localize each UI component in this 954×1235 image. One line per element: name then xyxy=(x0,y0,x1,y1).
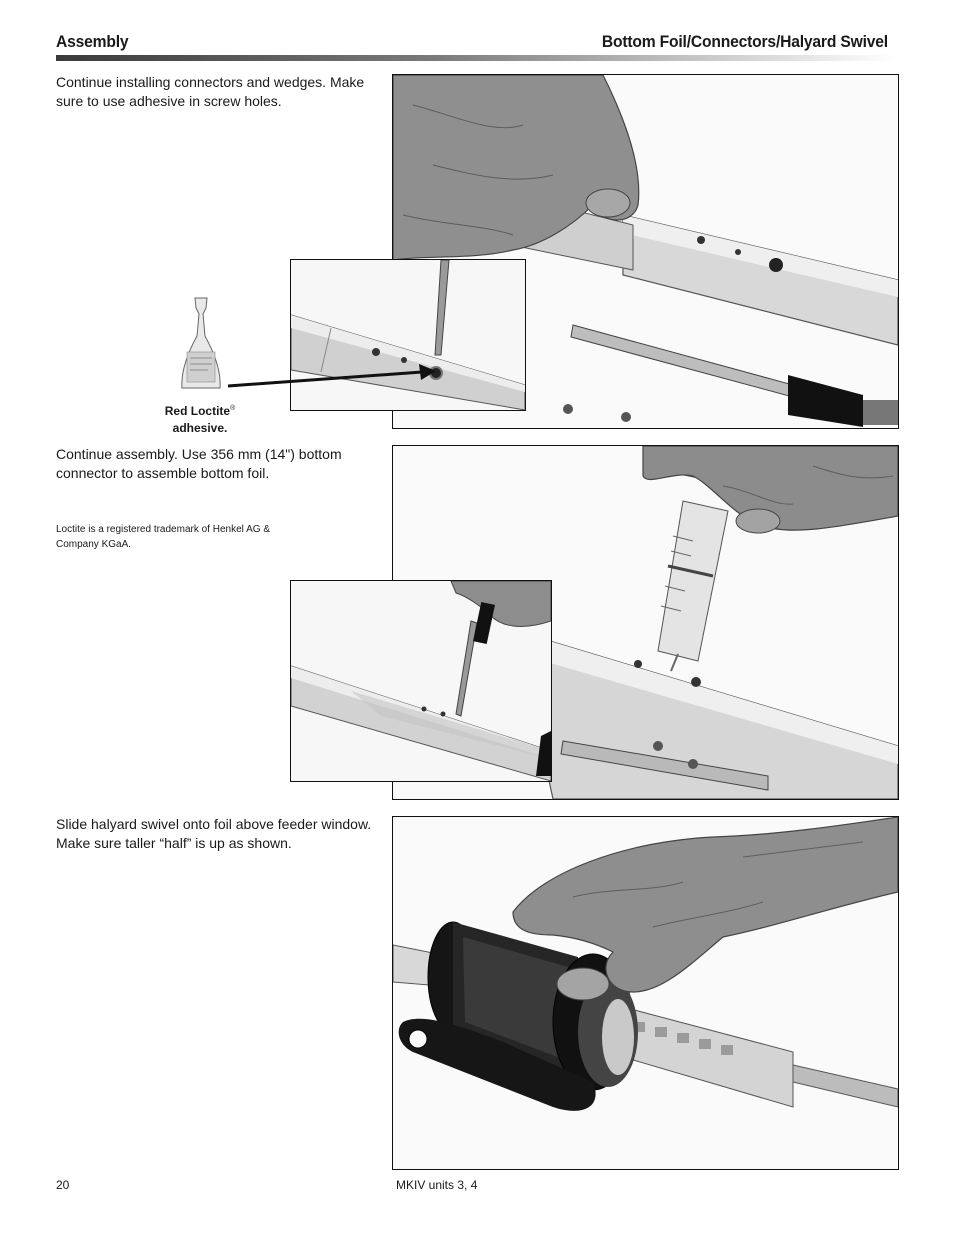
adhesive-pointer-arrow xyxy=(226,362,438,392)
page-number: 20 xyxy=(56,1178,70,1192)
model-label: MKIV units 3, 4 xyxy=(396,1178,478,1192)
registered-mark: ® xyxy=(230,405,236,412)
adhesive-caption-brand: Red Loctite xyxy=(164,404,231,418)
step-3-instructions: Slide halyard swivel onto foil above feeder window. Make sure taller “half” is up as shown. xyxy=(56,816,372,851)
photo-halyard-swivel xyxy=(392,816,899,1170)
topic-title: Bottom Foil/Connectors/Halyard Swivel xyxy=(601,32,888,51)
trademark-note: Loctite is a registered trademark of Henkel AG & Company KGaA. xyxy=(56,524,270,550)
section-title: Assembly xyxy=(56,32,129,51)
adhesive-caption-type: adhesive. xyxy=(172,421,228,435)
inset-connector-screw xyxy=(290,580,552,782)
loctite-bottle-image xyxy=(178,296,224,392)
step-1-instructions: Continue installing connectors and wedges. Make sure to use adhesive in screw holes. xyxy=(56,74,365,109)
step-2-instructions: Continue assembly. Use 356 mm (14") bottom connector to assemble bottom foil. xyxy=(56,446,342,481)
header-rule xyxy=(56,55,896,61)
adhesive-caption xyxy=(150,400,250,437)
